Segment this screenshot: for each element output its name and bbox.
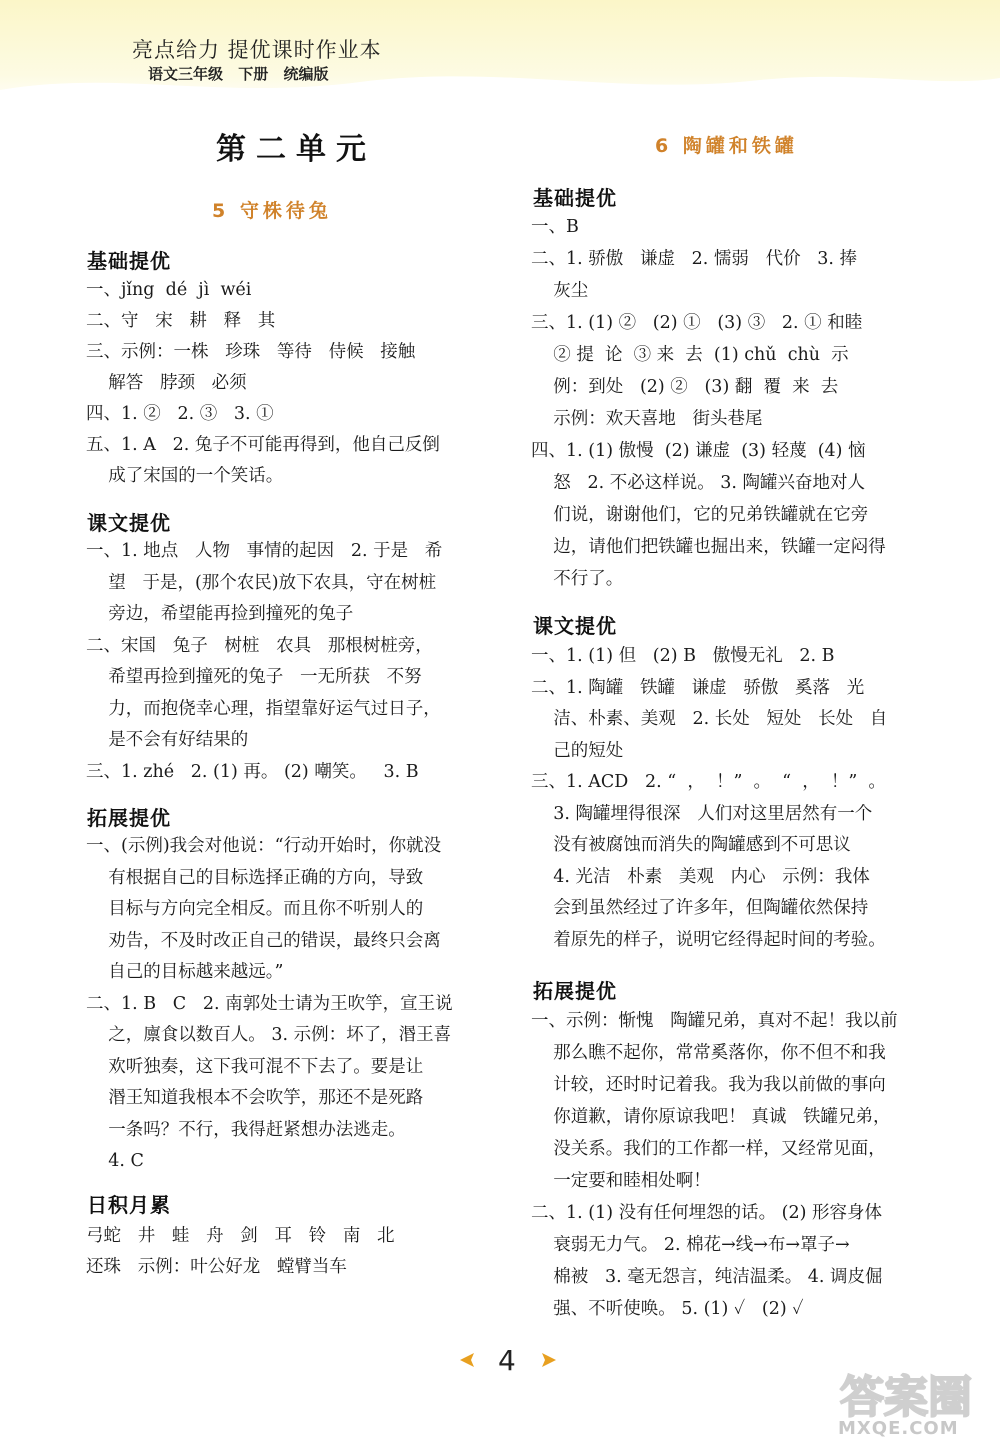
prev-arrow-icon <box>458 1352 476 1368</box>
answer-line: 灰尘 <box>531 281 589 301</box>
lesson-title-5: 5 守株待兔 <box>212 200 332 222</box>
answer-line: 有根据自己的目标选择正确的方向，导致 <box>86 867 424 888</box>
next-arrow-icon <box>540 1352 558 1368</box>
answer-line: 目标与方向完全相反。而且你不听别人的 <box>86 899 424 919</box>
answer-line: 没有被腐蚀而消失的陶罐感到不可思议 <box>531 835 851 855</box>
answer-line: 没关系。我们的工作都一样，又经常见面， <box>531 1139 886 1159</box>
answer-line: 三、1. zhé 2. (1) 再。 (2) 嘲笑。 3. B <box>86 761 419 782</box>
answer-line: 二、宋国 兔子 树桩 农具 那根树桩旁， <box>86 635 433 656</box>
answer-line: 力，而抱侥幸心理，指望靠好运气过日子， <box>86 698 441 719</box>
answer-line: 劝告，不及时改正自己的错误，最终只会离 <box>86 930 441 951</box>
answer-line: 己的短处 <box>531 740 624 761</box>
answer-line: 一条吗？不行，我得赶紧想办法逃走。 <box>86 1119 406 1140</box>
answer-line: 们说，谢谢他们，它的兄弟铁罐就在它旁 <box>531 505 869 525</box>
page-number: 4 <box>498 1344 516 1377</box>
watermark-url: MXQE.COM <box>838 1418 959 1439</box>
answer-line: 棉被 3. 毫无怨言，纯洁温柔。 4. 调皮倔 <box>531 1267 883 1287</box>
answer-line: 二、1. B C 2. 南郭处士请为王吹竽，宣王说 <box>86 993 453 1014</box>
book-subtitle: 语文三年级 下册 统编版 <box>148 65 329 83</box>
answer-line: 解答 脖颈 必须 <box>86 373 247 393</box>
answer-line: 不行了。 <box>531 569 624 589</box>
section-ext-right: 拓展提优 <box>533 979 617 1003</box>
book-title: 亮点给力 提优课时作业本 <box>132 38 382 62</box>
answer-line: 旁边，希望能再捡到撞死的兔子 <box>86 604 354 624</box>
answer-line: 你道歉，请你原谅我吧！ 真诚 铁罐兄弟， <box>531 1107 891 1127</box>
answer-line: 边，请他们把铁罐也掘出来，铁罐一定闷得 <box>531 537 886 557</box>
answer-line: 强、不听使唤。 5. (1) ✓ (2) ✓ <box>531 1299 804 1319</box>
answer-line: 着原先的样子，说明它经得起时间的考验。 <box>531 929 886 950</box>
answer-line: 自己的目标越来越远。” <box>86 962 284 982</box>
answer-line: 衰弱无力气。 2. 棉花→线→布→罩子→ <box>531 1235 850 1255</box>
section-daily-left: 日积月累 <box>87 1193 171 1217</box>
answer-line: 一、jǐng dé jì wéi <box>86 280 252 300</box>
answer-line: 洁、朴素、美观 2. 长处 短处 长处 自 <box>531 709 888 729</box>
answer-line: 4. 光洁 朴素 美观 内心 示例：我体 <box>531 866 870 887</box>
section-basic-left: 基础提优 <box>87 249 171 273</box>
answer-line: 会到虽然经过了许多年，但陶罐依然保持 <box>531 898 869 918</box>
answer-line: 例：到处 (2) ② (3) 翻 覆 来 去 <box>531 377 839 397</box>
answer-line: 四、1. (1) 傲慢 (2) 谦虚 (3) 轻蔑 (4) 恼 <box>531 441 866 461</box>
watermark-text: 答案圈 <box>840 1372 972 1423</box>
answer-line: 弓蛇 井 蛙 舟 剑 耳 铃 南 北 <box>86 1226 395 1246</box>
answer-line: 怒 2. 不必这样说。 3. 陶罐兴奋地对人 <box>531 473 866 493</box>
answer-line: 一、(示例)我会对他说：“行动开始时，你就没 <box>86 836 442 856</box>
section-text-left: 课文提优 <box>87 511 171 535</box>
section-basic-right: 基础提优 <box>533 186 617 210</box>
answer-line: 示例：欢天喜地 街头巷尾 <box>531 409 763 429</box>
answer-line: 三、示例：一株 珍珠 等待 侍候 接触 <box>86 342 416 362</box>
answer-line: 3. 陶罐埋得很深 人们对这里居然有一个 <box>531 803 873 824</box>
answer-line: 一定要和睦相处啊！ <box>531 1171 711 1191</box>
answer-line: 三、1. ACD 2. “ ， ！” 。 “ ， ！” 。 <box>531 772 886 792</box>
answer-line: 三、1. (1) ② (2) ① (3) ③ 2. ① 和睦 <box>531 313 863 333</box>
answer-line: 二、1. (1) 没有任何埋怨的话。 (2) 形容身体 <box>531 1203 883 1223</box>
answer-line: 湣王知道我根本不会吹竽，那还不是死路 <box>86 1088 424 1108</box>
answer-line: ② 提 论 ③ 来 去 (1) chǔ chù 示 <box>531 345 849 365</box>
answer-line: 二、守 宋 耕 释 其 <box>86 311 276 331</box>
answer-line: 二、1. 陶罐 铁罐 谦虚 骄傲 奚落 光 <box>531 677 865 698</box>
answer-line: 四、1. ② 2. ③ 3. ① <box>86 404 274 424</box>
answer-line: 望 于是，(那个农民)放下农具，守在树桩 <box>86 572 437 593</box>
answer-line: 希望再捡到撞死的兔子 一无所获 不努 <box>86 667 422 687</box>
answer-line: 一、1. (1) 但 (2) B 傲慢无礼 2. B <box>531 646 835 666</box>
answer-line: 计较，还时时记着我。我为我以前做的事向 <box>531 1075 886 1095</box>
answer-line: 还珠 示例：叶公好龙 螳臂当车 <box>86 1257 347 1277</box>
answer-line: 4. C <box>86 1151 144 1171</box>
answer-line: 一、示例：惭愧 陶罐兄弟，真对不起！我以前 <box>531 1011 898 1031</box>
unit-title: 第二单元 <box>216 132 376 167</box>
answer-line: 一、B <box>531 217 579 237</box>
answer-line: 是不会有好结果的 <box>86 730 249 750</box>
answer-line: 二、1. 骄傲 谦虚 2. 懦弱 代价 3. 捧 <box>531 249 858 269</box>
section-text-right: 课文提优 <box>533 614 617 638</box>
answer-line: 成了宋国的一个笑话。 <box>86 466 284 486</box>
answer-line: 欢听独奏，这下我可混不下去了。要是让 <box>86 1056 424 1077</box>
answer-line: 那么瞧不起你，常常奚落你，你不但不和我 <box>531 1043 886 1063</box>
answer-line: 之，廪食以数百人。 3. 示例：坏了，湣王喜 <box>86 1025 452 1045</box>
section-ext-left: 拓展提优 <box>87 806 171 830</box>
answer-line: 五、1. A 2. 兔子不可能再得到，他自己反倒 <box>86 435 440 455</box>
answer-line: 一、1. 地点 人物 事情的起因 2. 于是 希 <box>86 541 443 561</box>
lesson-title-6: 6 陶罐和铁罐 <box>655 135 798 157</box>
